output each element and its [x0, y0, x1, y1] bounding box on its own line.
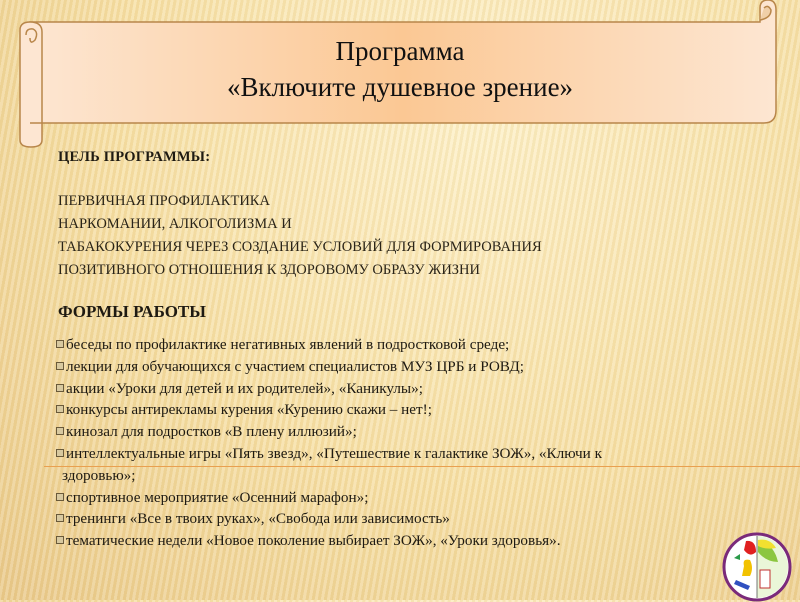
- divider-line: [44, 466, 800, 467]
- list-item-text: кинозал для подростков «В плену иллюзий»;: [66, 423, 357, 441]
- bullet-icon: [56, 362, 64, 370]
- bullet-icon: [56, 405, 64, 413]
- goal-line: ПЕРВИЧНАЯ ПРОФИЛАКТИКА: [58, 193, 270, 209]
- list-item-text: конкурсы антирекламы курения «Курению скажи – нет!;: [66, 401, 432, 419]
- bullet-icon: [56, 514, 64, 522]
- list-item-text: тематические недели «Новое поколение выбирает ЗОЖ», «Уроки здоровья».: [66, 532, 561, 550]
- goal-line: ТАБАКОКУРЕНИЯ ЧЕРЕЗ СОЗДАНИЕ УСЛОВИЙ ДЛЯ ФОРМИРОВАНИЯ: [58, 239, 542, 255]
- goal-text: [58, 190, 542, 282]
- list-item: [56, 487, 602, 509]
- list-item-text: здоровью»;: [62, 466, 136, 484]
- list-item-text: спортивное мероприятие «Осенний марафон»;: [66, 488, 369, 506]
- list-item: [56, 334, 602, 356]
- list-item: [56, 443, 602, 465]
- bullet-icon: [56, 449, 64, 457]
- bullet-icon: [56, 384, 64, 392]
- list-item: [56, 530, 602, 552]
- list-item: [56, 508, 602, 530]
- list-item-text: интеллектуальные игры «Пять звезд», «Путешествие к галактике ЗОЖ», «Ключи к: [66, 444, 602, 462]
- list-item: [56, 421, 602, 443]
- list-item-text: акции «Уроки для детей и их родителей», «Каникулы»;: [66, 379, 423, 397]
- bullet-icon: [56, 493, 64, 501]
- forms-list: [56, 334, 602, 552]
- program-title: [40, 33, 760, 105]
- list-item-continuation: [56, 465, 602, 487]
- goal-line: НАРКОМАНИИ, АЛКОГОЛИЗМА И: [58, 216, 292, 232]
- title-line-2: «Включите душевное зрение»: [226, 72, 574, 102]
- bullet-icon: [56, 340, 64, 348]
- goal-line: ПОЗИТИВНОГО ОТНОШЕНИЯ К ЗДОРОВОМУ ОБРАЗУ ЖИЗНИ: [58, 262, 480, 278]
- list-item-text: тренинги «Все в твоих руках», «Свобода или зависимость»: [66, 510, 450, 528]
- forms-heading: ФОРМЫ РАБОТЫ: [58, 302, 206, 321]
- list-item: [56, 378, 602, 400]
- title-line-1: Программа: [335, 36, 465, 66]
- bullet-icon: [56, 427, 64, 435]
- bullet-icon: [56, 536, 64, 544]
- emblem-logo: [722, 532, 792, 602]
- list-item: [56, 356, 602, 378]
- list-item-text: лекции для обучающихся с участием специалистов МУЗ ЦРБ и РОВД;: [66, 357, 524, 375]
- list-item: [56, 399, 602, 421]
- list-item-text: беседы по профилактике негативных явлений в подростковой среде;: [66, 336, 510, 353]
- goal-heading: ЦЕЛЬ ПРОГРАММЫ:: [58, 149, 211, 165]
